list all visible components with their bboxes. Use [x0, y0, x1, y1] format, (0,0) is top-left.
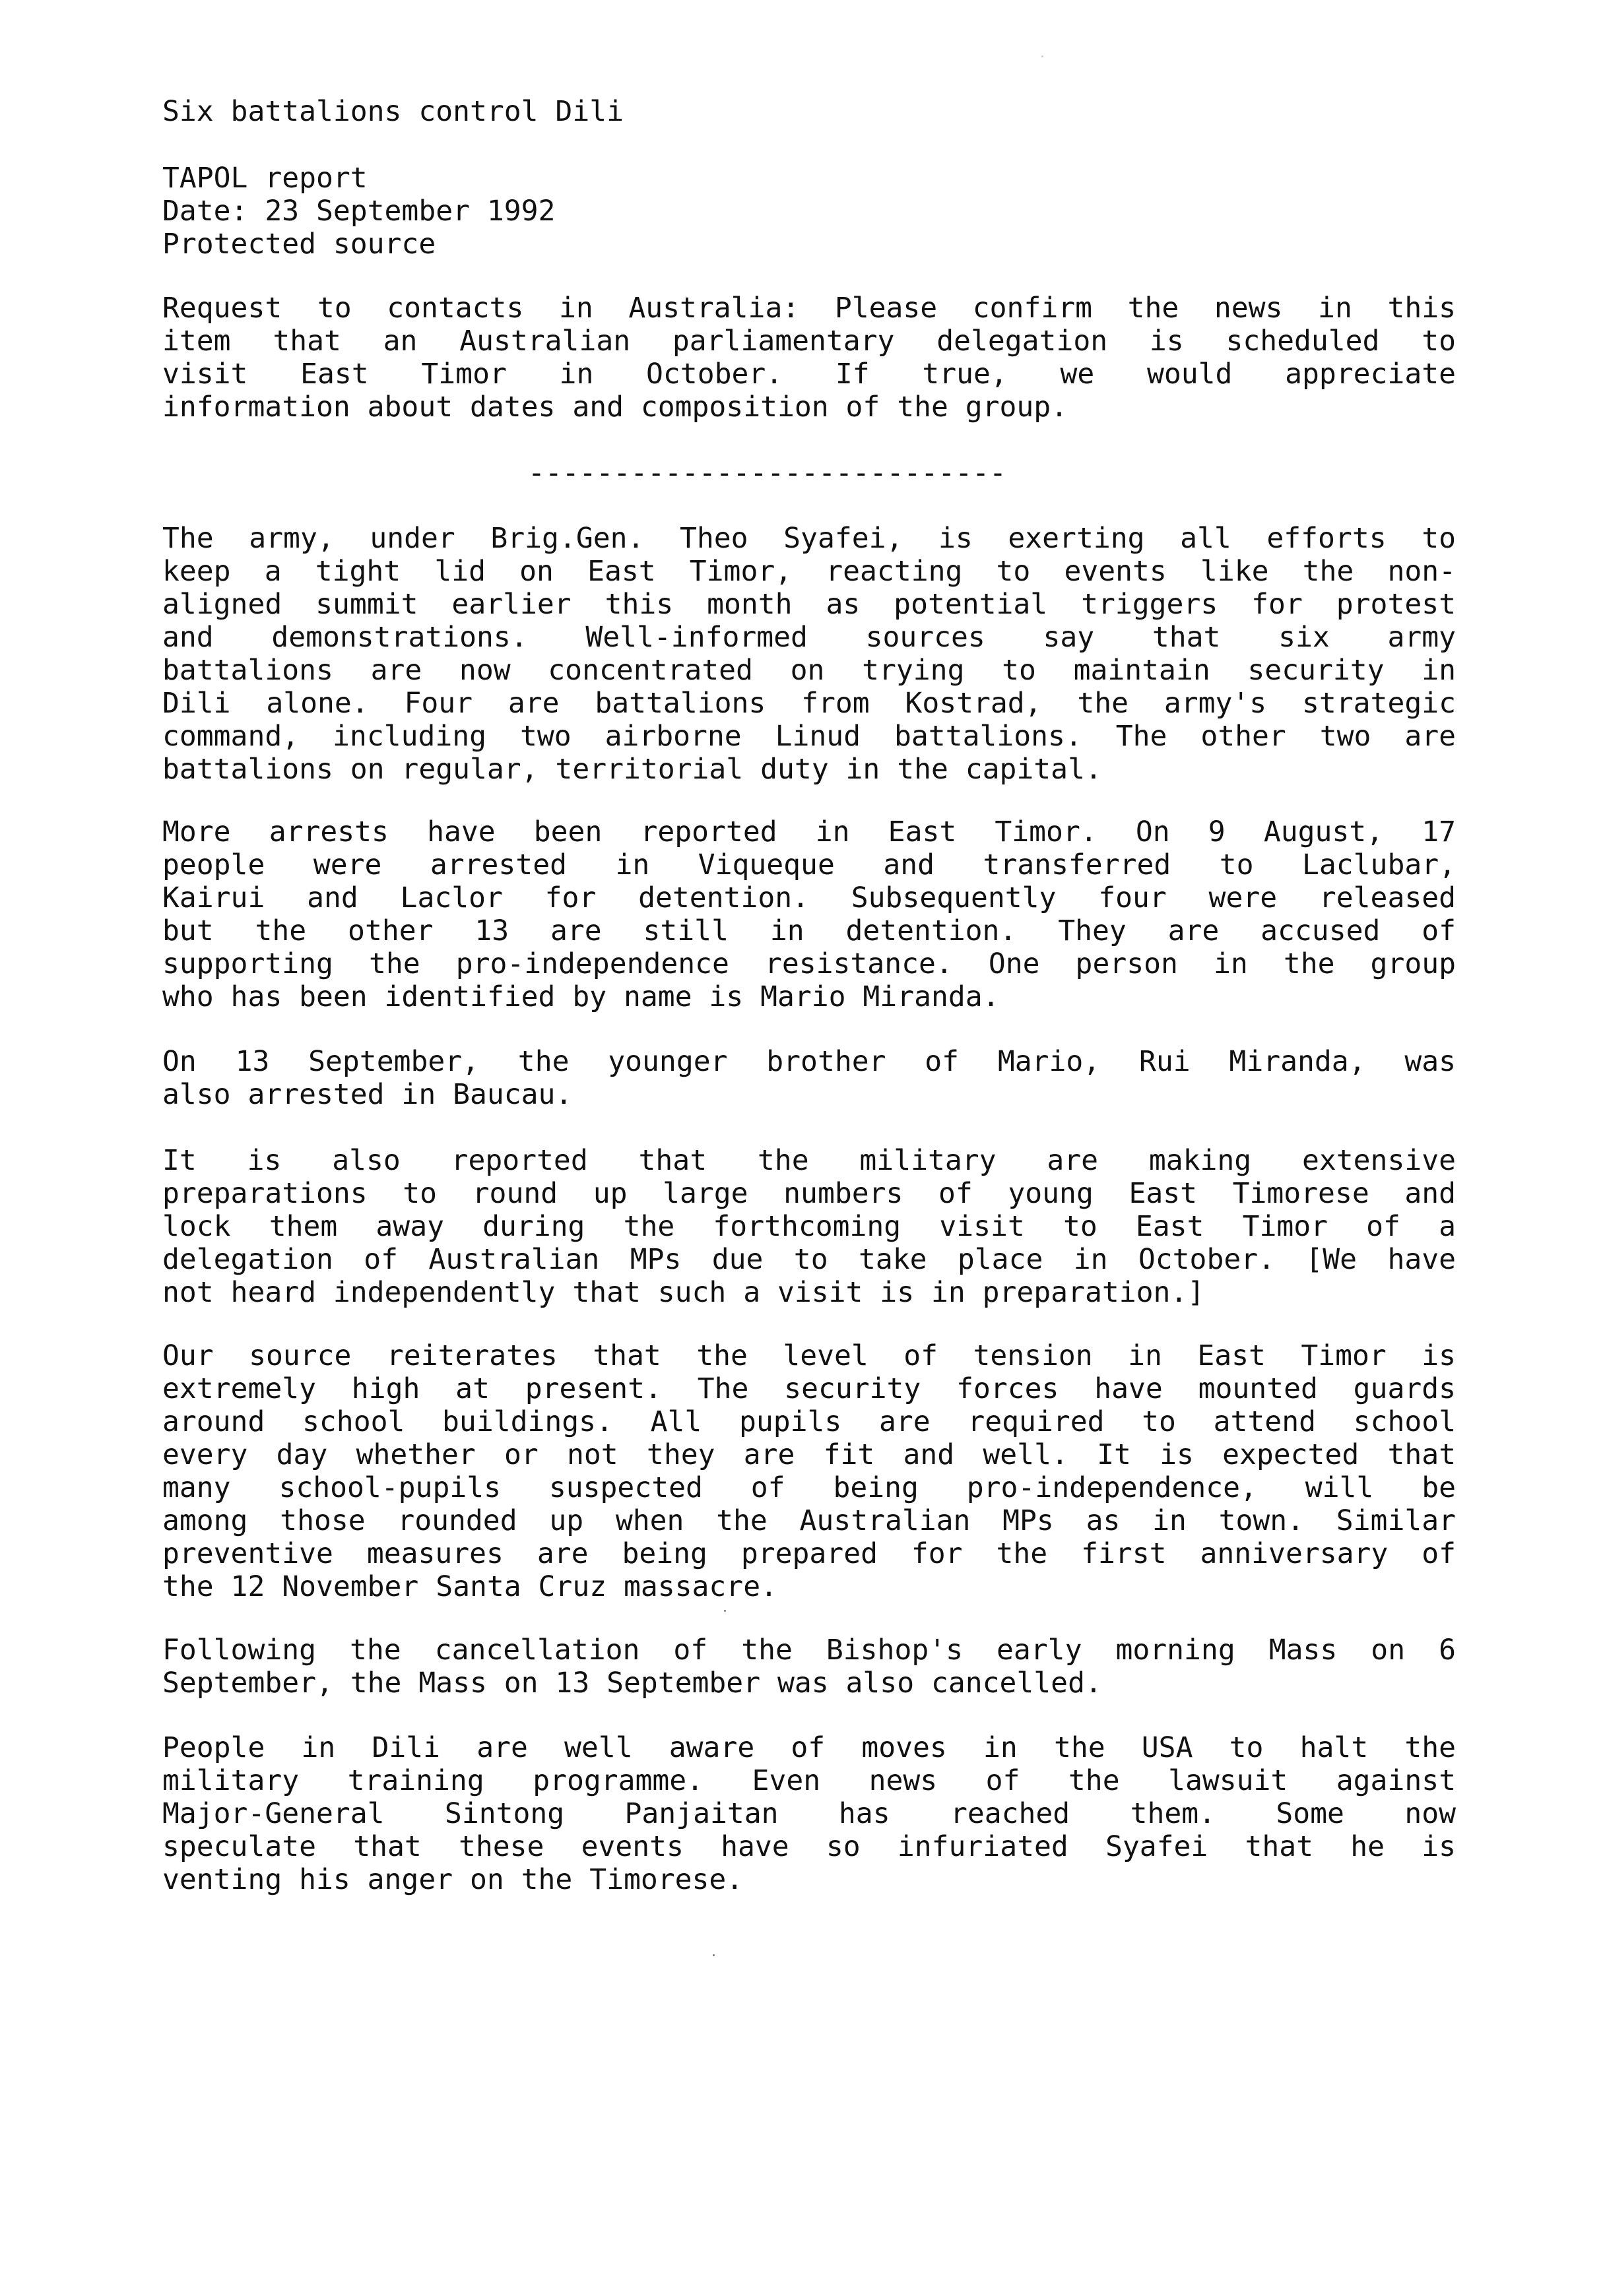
scan-speck	[724, 1610, 726, 1612]
paragraph-line: people were arrested in Viqueque and transferred to Laclubar,	[162, 848, 1456, 881]
paragraph-line: delegation of Australian MPs due to take place in October. [We have	[162, 1243, 1456, 1276]
request-line: visit East Timor in October. If true, we would appreciate	[162, 358, 1456, 391]
paragraph-army	[162, 522, 1456, 786]
paragraph-line: aligned summit earlier this month as potential triggers for protest	[162, 588, 1456, 621]
paragraph-mass-cancelled	[162, 1634, 1456, 1700]
paragraph-preparations	[162, 1144, 1456, 1309]
paragraph-line: military training programme. Even news of the lawsuit against	[162, 1764, 1456, 1797]
request-line: item that an Australian parliamentary delegation is scheduled to	[162, 325, 1456, 358]
paragraph-line: battalions on regular, territorial duty in the capital.	[162, 753, 1102, 786]
paragraph-line: not heard independently that such a visit is in preparation.]	[162, 1276, 1205, 1309]
paragraph-line: Major-General Sintong Panjaitan has reached them. Some now	[162, 1797, 1456, 1830]
report-date: Date: 23 September 1992	[162, 195, 556, 228]
section-divider: ----------------------------	[528, 457, 1006, 490]
paragraph-line: venting his anger on the Timorese.	[162, 1863, 744, 1896]
report-protection: Protected source	[162, 228, 436, 261]
document-title: Six battalions control Dili	[162, 95, 624, 128]
paragraph-line: Dili alone. Four are battalions from Kostrad, the army's strategic	[162, 687, 1456, 720]
paragraph-line: among those rounded up when the Australian MPs as in town. Similar	[162, 1504, 1456, 1537]
paragraph-line: keep a tight lid on East Timor, reacting to events like the non-	[162, 555, 1456, 588]
paragraph-line: It is also reported that the military are making extensive	[162, 1144, 1456, 1177]
paragraph-line: many school-pupils suspected of being pro-independence, will be	[162, 1471, 1456, 1504]
paragraph-line: extremely high at present. The security forces have mounted guards	[162, 1372, 1456, 1405]
document-title-block	[162, 95, 1456, 128]
paragraph-line: preparations to round up large numbers of young East Timorese and	[162, 1177, 1456, 1210]
paragraph-line: every day whether or not they are fit and well. It is expected that	[162, 1438, 1456, 1471]
paragraph-rui-miranda	[162, 1045, 1456, 1111]
paragraph-line: speculate that these events have so infuriated Syafei that he is	[162, 1830, 1456, 1863]
paragraph-usa-moves	[162, 1731, 1456, 1896]
request-line: Request to contacts in Australia: Please confirm the news in this	[162, 292, 1456, 325]
scan-speck	[713, 1954, 715, 1956]
paragraph-line: battalions are now concentrated on trying to maintain security in	[162, 654, 1456, 687]
paragraph-tension	[162, 1339, 1456, 1603]
paragraph-line: Kairui and Laclor for detention. Subsequently four were released	[162, 881, 1456, 914]
paragraph-line: More arrests have been reported in East Timor. On 9 August, 17	[162, 815, 1456, 848]
paragraph-line: The army, under Brig.Gen. Theo Syafei, is exerting all efforts to	[162, 522, 1456, 555]
paragraph-line: September, the Mass on 13 September was also cancelled.	[162, 1667, 1102, 1700]
paragraph-line: Following the cancellation of the Bishop's early morning Mass on 6	[162, 1634, 1456, 1667]
scan-speck	[1041, 55, 1043, 57]
request-paragraph	[162, 292, 1456, 424]
paragraph-line: Our source reiterates that the level of tension in East Timor is	[162, 1339, 1456, 1372]
paragraph-line: lock them away during the forthcoming visit to East Timor of a	[162, 1210, 1456, 1243]
paragraph-line: around school buildings. All pupils are required to attend school	[162, 1405, 1456, 1438]
paragraph-line: and demonstrations. Well-informed sources say that six army	[162, 621, 1456, 654]
request-line: information about dates and composition of the group.	[162, 391, 1068, 424]
paragraph-line: People in Dili are well aware of moves in the USA to halt the	[162, 1731, 1456, 1764]
paragraph-line: but the other 13 are still in detention. They are accused of	[162, 914, 1456, 947]
paragraph-line: who has been identified by name is Mario Miranda.	[162, 980, 1000, 1013]
report-source: TAPOL report	[162, 162, 368, 195]
paragraph-line: On 13 September, the younger brother of Mario, Rui Miranda, was	[162, 1045, 1456, 1078]
paragraph-line: the 12 November Santa Cruz massacre.	[162, 1570, 777, 1603]
paragraph-line: supporting the pro-independence resistance. One person in the group	[162, 947, 1456, 980]
paragraph-line: also arrested in Baucau.	[162, 1078, 573, 1111]
paragraph-line: preventive measures are being prepared for the first anniversary of	[162, 1537, 1456, 1570]
paragraph-line: command, including two airborne Linud battalions. The other two are	[162, 720, 1456, 753]
paragraph-arrests	[162, 815, 1456, 1013]
document-header-block	[162, 162, 1456, 261]
